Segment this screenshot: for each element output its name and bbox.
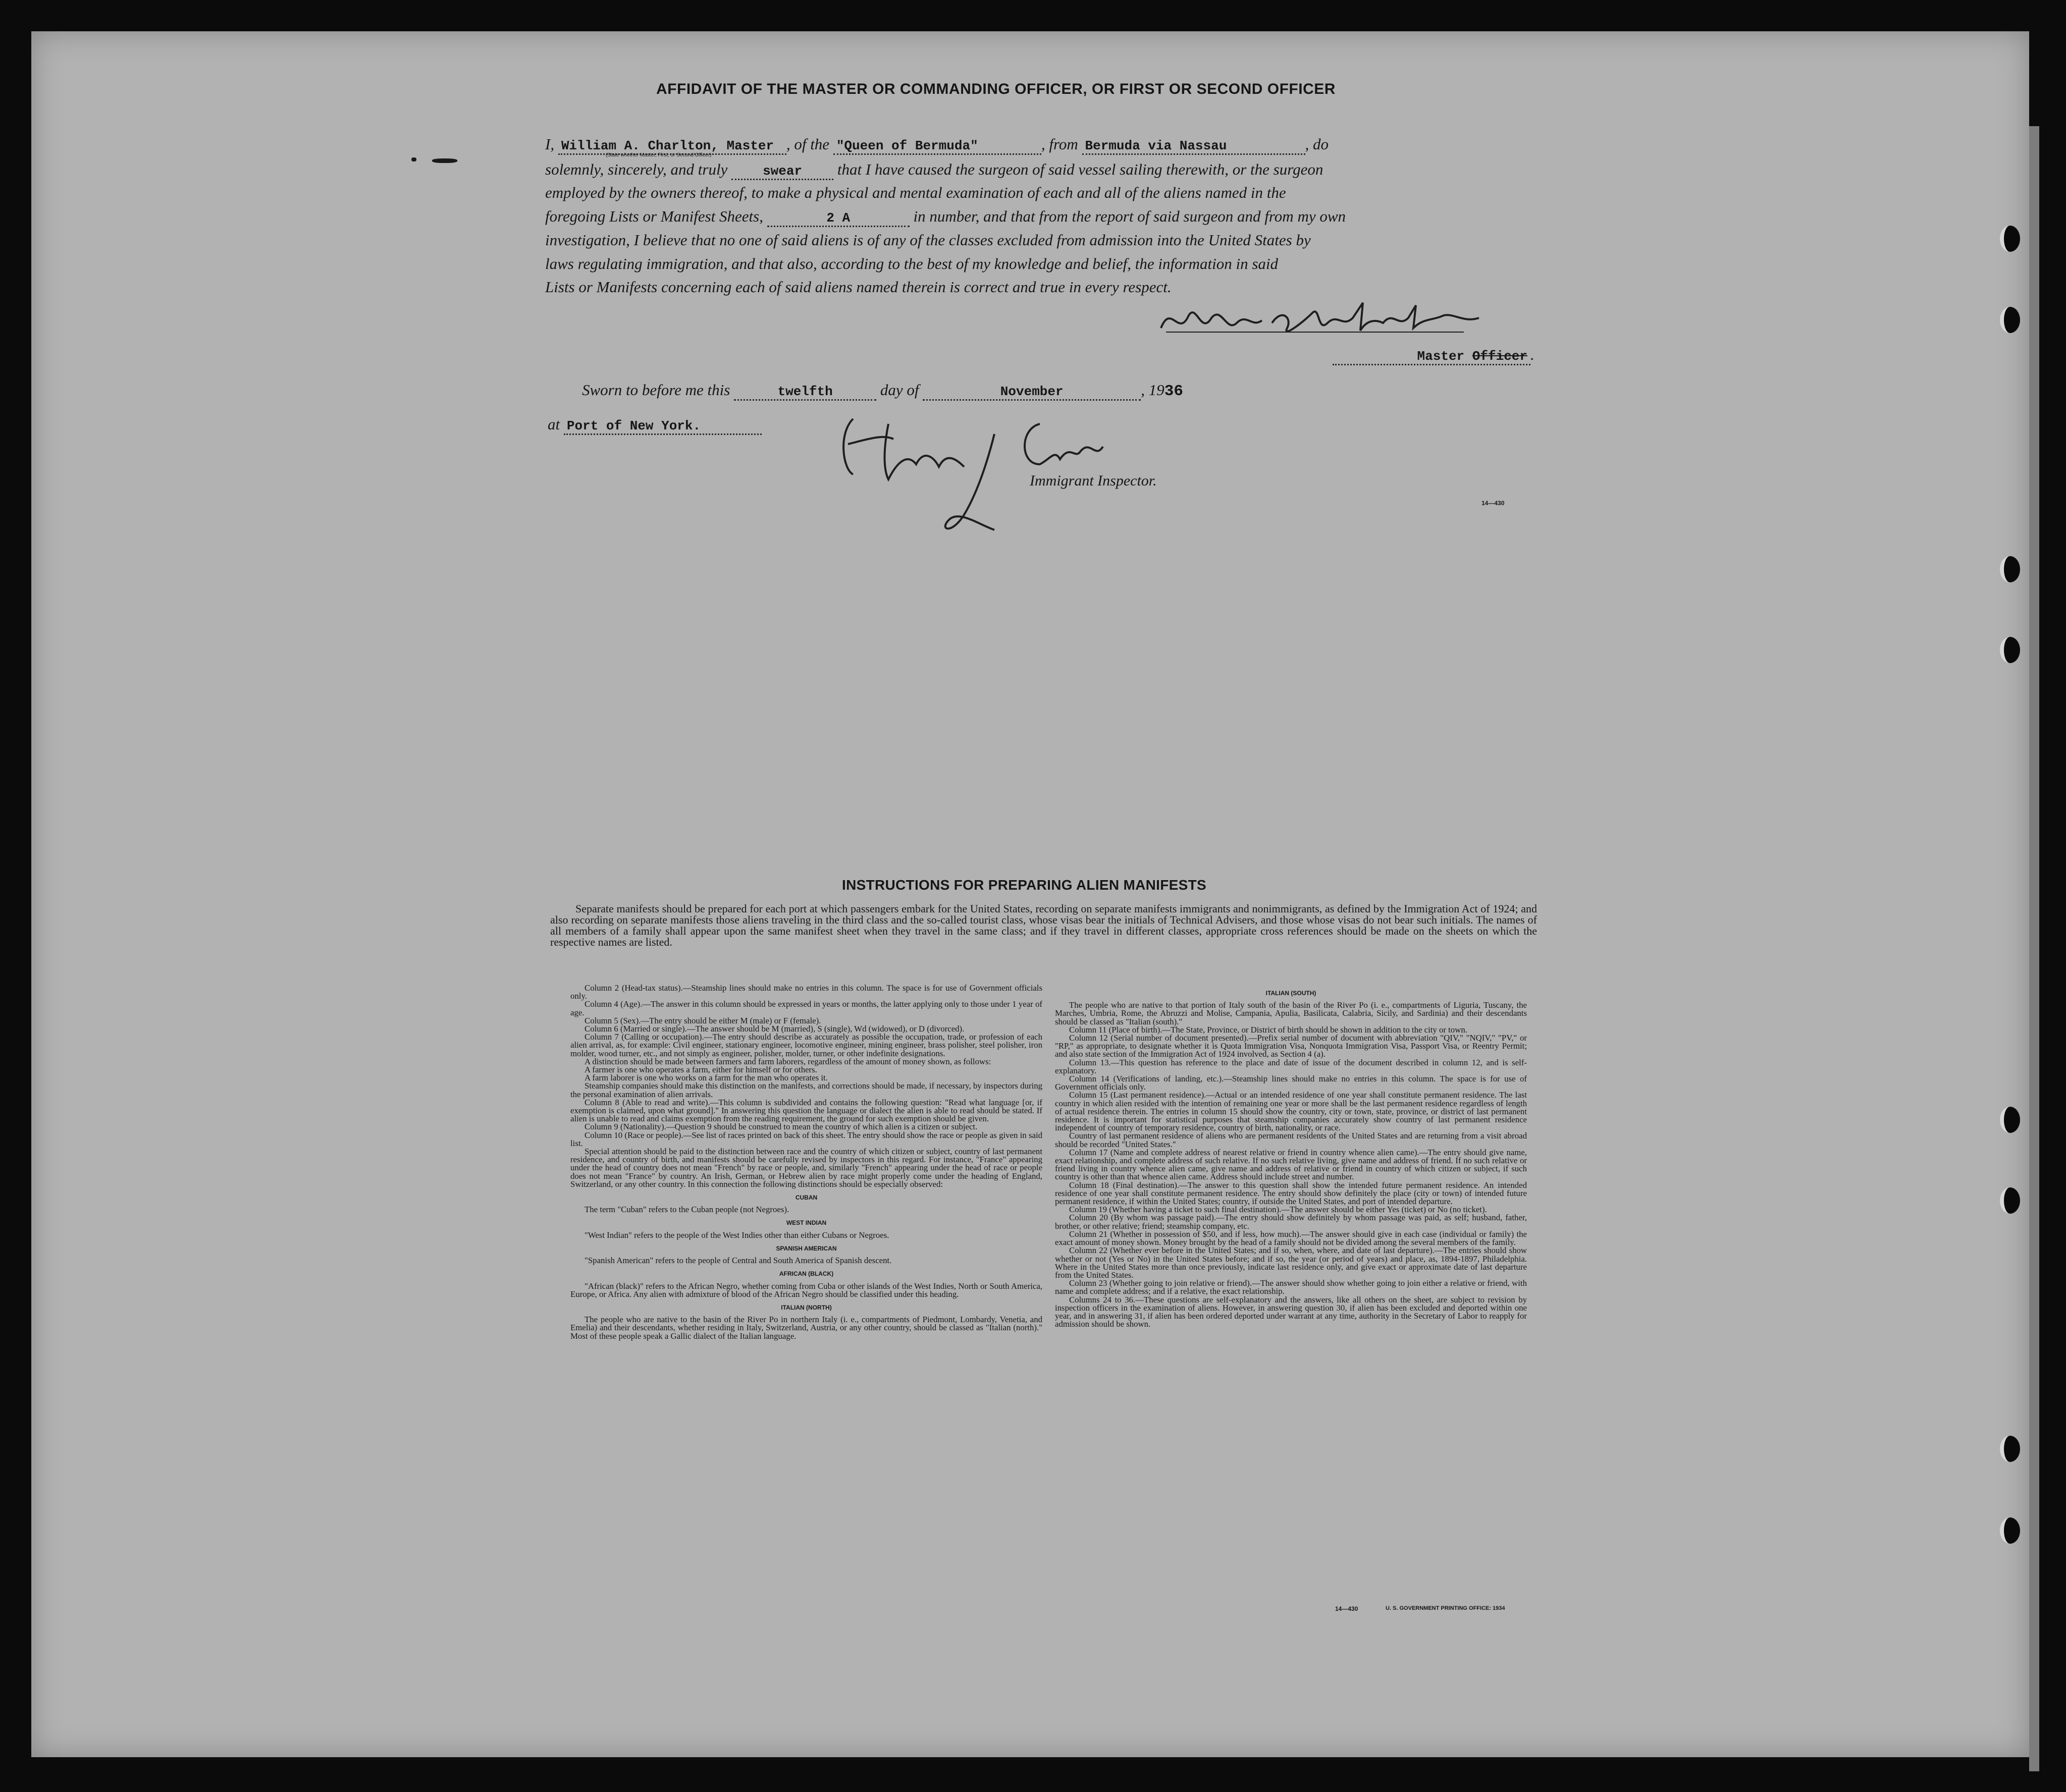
instruction-paragraph: Column 15 (Last permanent residence).—Actual or an intended residence of one year shall constitute permanent residence. The last country in which alien resided with the intention of remaining one year or more shall be the last permanent residence regardless of length of actual residence therein. The entries in column 15 should show the country, city or town, state, province, or district of last permanent residence. It is important for statistical purposes that steamship companies accurately show country of last permanent residence independent of country of temporary residence, country of birth, nationality, or race.	[1055, 1090, 1527, 1133]
instruction-paragraph: Column 11 (Place of birth).—The State, Province, or District of birth should be shown in addition to the city or town.	[1069, 1024, 1467, 1035]
form-number-top: 14—430	[1481, 500, 1505, 507]
printing-office-imprint: U. S. GOVERNMENT PRINTING OFFICE: 1934	[1386, 1605, 1505, 1611]
instruction-paragraph: The term "Cuban" refers to the Cuban people (not Negroes).	[585, 1205, 789, 1215]
instruction-paragraph: "West Indian" refers to the people of the West Indies other than either Cubans or Negroes.	[585, 1230, 889, 1240]
instruction-paragraph: Special attention should be paid to the distinction between race and the country of which citizen or subject, country of last permanent residence, and country of birth, and manifests should be carefully revised by inspectors in this regard. For instance, "France" appearing under the head of country does not mean "French" by race or people, and, similarly "French" appearing under the head of race or people does not mean "France" by country. An Irish, German, or Hebrew alien by race might properly come under the heading of England, Switzerland, or any other country. In this connection the following distinctions should be especially observed:	[570, 1147, 1042, 1189]
affidavit-text: foregoing Lists or Manifest Sheets,	[545, 207, 763, 225]
instruction-paragraph: Column 6 (Married or single).—The answer should be M (married), S (single), Wd (widowed), or D (divorced).	[585, 1024, 965, 1034]
instruction-paragraph: Steamship companies should make this distinction on the manifests, and corrections should be made, if necessary, by inspectors during the personal examination of alien arrivals.	[570, 1081, 1042, 1099]
instruction-paragraph: Column 12 (Serial number of document presented).—Prefix serial number of document with abbreviation "QIV," "NQIV," "PV," or "RP," as appropriate, to designate whether it is Quota Immigration Visa, Nonquota Immigration Visa, Passport Visa, or Reentry Permit; and also state section of the Immigration Act of 1924 involved, as Section 4 (a).	[1055, 1033, 1527, 1059]
section-heading: ITALIAN (SOUTH)	[1265, 990, 1316, 997]
affidavit-text: at	[548, 415, 560, 433]
section-heading: CUBAN	[795, 1194, 818, 1202]
affidavit-title: AFFIDAVIT OF THE MASTER OR COMMANDING OFFICER, OR FIRST OR SECOND OFFICER	[656, 81, 1336, 97]
instruction-paragraph: Country of last permanent residence of aliens who are permanent residents of the United States and are returning from a visit abroad should be recorded "United States."	[1055, 1131, 1527, 1149]
form-number-bottom: 14—430	[1335, 1605, 1358, 1612]
instruction-paragraph: Column 17 (Name and complete address of nearest relative or friend in country whence alien came).—The entry should give name, exact relationship, and complete address of such relative. If no such relative living, give name and address of friend. If no such relative or friend living in country whence alien came, give name and address of relative or friend in country of which citizen or subject, if such country is other than that whence alien came. Address should include street and number.	[1055, 1147, 1527, 1182]
section-heading: SPANISH AMERICAN	[776, 1244, 837, 1252]
vessel-name-field: "Queen of Bermuda"	[833, 138, 1041, 155]
inspector-signature-text: Herbert J Conkey	[848, 446, 1027, 469]
binder-hole	[2000, 1187, 2020, 1214]
affidavit-line-3: employed by the owners thereof, to make a physical and mental examination of each and all of the aliens named in the	[545, 184, 1286, 201]
place-field: Port of New York.	[564, 418, 762, 435]
ink-blot	[411, 157, 416, 161]
affidavit-text: , 19	[1141, 381, 1164, 399]
instruction-paragraph: Column 20 (By whom was passage paid).—The entry should show definitely by whom passage was paid, as self; husband, father, brother, or other relative; friend; steamship company, etc.	[1055, 1213, 1527, 1231]
rank-struck: Officer	[1472, 349, 1527, 364]
section-heading: WEST INDIAN	[786, 1219, 827, 1227]
month-field: November	[923, 384, 1141, 401]
instruction-paragraph: Column 21 (Whether in possession of $50, and if less, how much).—The answer should give in each case (individual or family) the exact amount of money shown. Money brought by the head of a family should not be divided among the several members of the family.	[1055, 1229, 1527, 1247]
binder-hole	[2000, 307, 2020, 333]
instruction-paragraph: "Spanish American" refers to the people of Central and South America of Spanish descent.	[585, 1256, 892, 1266]
inspector-title: Immigrant Inspector.	[1030, 472, 1157, 489]
instruction-paragraph: Column 5 (Sex).—The entry should be either M (male) or F (female).	[585, 1015, 821, 1025]
affidavit-text: , of the	[786, 135, 830, 153]
binder-hole	[2000, 556, 2020, 582]
instructions-intro: Separate manifests should be prepared for each port at which passengers embark for the United States, recording on separate manifests immigrants and nonimmigrants, as defined by the Immigration Act of 1924; and also recording on separate manifests those aliens traveling in the third class and the so-called tourist class, whose visas bear the initials of Technical Advisers, and those whose visas do not bear such initials. The names of all members of a family shall appear upon the same manifest sheet when they travel in the same class; and if they travel in different classes, appropriate cross references should be made on the sheets on which the respective names are listed.	[550, 902, 1537, 948]
officer-note: (State whether Master, First, or Second Officer)	[606, 152, 712, 158]
affidavit-line-4	[545, 207, 1346, 227]
affidavit-text: .	[1530, 346, 1534, 363]
sheet-edge	[2029, 126, 2039, 1771]
instruction-paragraph: Column 14 (Verifications of landing, etc.).—Steamship lines should make no entries in this column. The space is for use of Government officials only.	[1055, 1074, 1527, 1092]
instruction-paragraph: Column 7 (Calling or occupation).—The entry should describe as accurately as possible the occupation, trade, or profession of each alien arrival, as, for example: Civil engineer, stationary engineer, locomotive engineer, mining engineer, brass polisher, steel polisher, iron molder, wood turner, etc., and not simply as engineer, polisher, molder, turner, or other indefinite designations.	[570, 1032, 1042, 1058]
section-heading: AFRICAN (BLACK)	[779, 1270, 834, 1278]
year-field: 36	[1164, 383, 1183, 400]
instruction-paragraph: Column 10 (Race or people).—See list of races printed on back of this sheet. The entry should show the race or people as given in said list.	[570, 1130, 1042, 1148]
instructions-left-column	[570, 984, 1042, 1340]
affidavit-text: , from	[1041, 135, 1078, 153]
affidavit-line-2	[545, 160, 1323, 180]
instruction-paragraph: The people who are native to that portion of Italy south of the basin of the River Po (i. e., compartments of Liguria, Tuscany, the Marches, Umbria, Rome, the Abruzzi and Molise, Campania, Apulia, Basilicata, Calabria, Sicily, and Sardinia) and their descendants should be classed as "Italian (south)."	[1055, 1000, 1527, 1026]
sworn-line	[582, 381, 1183, 401]
binder-hole	[2000, 1517, 2020, 1544]
from-port-field: Bermuda via Nassau	[1082, 138, 1305, 155]
instruction-paragraph: Column 18 (Final destination).—The answer to this question shall show the intended future permanent residence. An intended residence of one year shall constitute permanent residence. The entry should show definitely the place (city or town) of intended future permanent residence, if within the United States; country, if outside the United States, and port of intended departure.	[1055, 1180, 1527, 1207]
affidavit-text: I,	[545, 135, 555, 153]
instructions-right-column	[1055, 984, 1527, 1328]
binder-hole	[2000, 637, 2020, 663]
master-signature	[1151, 293, 1504, 348]
instruction-paragraph: Column 4 (Age).—The answer in this column should be expressed in years or months, the latter applying only to those under 1 year of age.	[570, 999, 1042, 1017]
instruction-paragraph: Columns 24 to 36.—These questions are self-explanatory and the answers, like all others on the sheet, are subject to revision by inspection officers in the examination of aliens. However, in answering question 30, if alien has been excluded and deported within one year, and in answering 31, if alien has been ordered deported under warrant at any time, authority in the Secretary of Labor to reapply for admission should be shown.	[1055, 1294, 1527, 1329]
instruction-paragraph: A distinction should be made between farmers and farm laborers, regardless of the amount of money shown, as follows:	[585, 1056, 991, 1066]
day-field: twelfth	[734, 384, 876, 401]
instruction-paragraph: Column 8 (Able to read and write).—This column is subdivided and contains the following question: "Read what language [or, if exemption is claimed, upon what ground]." In answering this question the language or dialect the alien is able to read should be stated. If alien is unable to read and claims exemption from the reading requirement, the ground for such exemption should be given.	[570, 1097, 1042, 1124]
master-signature-text: Wm A Charlton	[1201, 305, 1359, 328]
instruction-paragraph: Column 19 (Whether having a ticket to such final destination).—The answer should be either Yes (ticket) or No (no ticket).	[1069, 1205, 1487, 1215]
ink-blot	[432, 158, 457, 163]
affidavit-text: Sworn to before me this	[582, 381, 730, 399]
binder-hole	[2000, 1107, 2020, 1133]
rank-value: Master	[1417, 349, 1465, 364]
master-rank-line	[1333, 346, 1534, 365]
instruction-paragraph: A farmer is one who operates a farm, either for himself or for others.	[585, 1065, 817, 1075]
affidavit-text: solemnly, sincerely, and truly	[545, 160, 728, 178]
instruction-paragraph: A farm laborer is one who works on a farm for the man who operates it.	[585, 1073, 828, 1083]
affidavit-line-6: laws regulating immigration, and that also, according to the best of my knowledge and belief, the information in said	[545, 255, 1279, 273]
affidavit-text: , do	[1305, 135, 1329, 153]
instruction-paragraph: "African (black)" refers to the African Negro, whether coming from Cuba or other islands of the West Indies, North or South America, Europe, or Africa. Any alien with admixture of blood of the African Negro should be classified under this heading.	[570, 1281, 1042, 1299]
affidavit-text: in number, and that from the report of said surgeon and from my own	[913, 207, 1346, 225]
sheets-count-field: 2 A	[767, 210, 910, 227]
section-heading: ITALIAN (NORTH)	[781, 1304, 832, 1311]
instruction-paragraph: The people who are native to the basin of the River Po in northern Italy (i. e., compartments of Piedmont, Lombardy, Venetia, and Emelia) and their descendants, whether residing in Italy, Switzerland, Austria, or any other country, should be classed as "Italian (north)." Most of these people speak a Gallic dialect of the Italian language.	[570, 1315, 1042, 1341]
binder-hole	[2000, 226, 2020, 252]
binder-hole	[2000, 1436, 2020, 1462]
instructions-title: INSTRUCTIONS FOR PREPARING ALIEN MANIFESTS	[842, 877, 1206, 893]
affidavit-text: day of	[880, 381, 919, 399]
instruction-paragraph: Column 2 (Head-tax status).—Steamship lines should make no entries in this column. The space is for use of Government officials only.	[570, 983, 1042, 1001]
affidavit-line-7: Lists or Manifests concerning each of said aliens named therein is correct and true in every respect.	[545, 278, 1172, 296]
rank-field	[1333, 349, 1530, 365]
affidavit-text: that I have caused the surgeon of said vessel sailing therewith, or the surgeon	[837, 160, 1323, 178]
instruction-paragraph: Column 13.—This question has reference to the place and date of issue of the document described in column 12, and is self-explanatory.	[1055, 1057, 1527, 1075]
affidavit-line-5: investigation, I believe that no one of said aliens is of any of the classes excluded from admission into the United States by	[545, 231, 1311, 249]
master-name-field: William A. Charlton, Master	[558, 138, 786, 155]
instruction-paragraph: Column 9 (Nationality).—Question 9 should be construed to mean the country of which alien is a citizen or subject.	[585, 1122, 978, 1132]
oath-field: swear	[731, 164, 833, 180]
instruction-paragraph: Column 22 (Whether ever before in the United States; and if so, when, where, and date of last departure).—The entries should show whether or not (Yes or No) in the United States before; and if so, the year (or period of years) and place, as, 1894-1897, Philadelphia. Where in the United States more than once previously, indicate last residence only, and give exact or approximate date of last departure from the United States.	[1055, 1245, 1527, 1280]
place-line	[548, 415, 762, 435]
instruction-paragraph: Column 23 (Whether going to join relative or friend).—The answer should show whether going to join either a relative or friend, with name and complete address; and if a relative, the exact relationship.	[1055, 1278, 1527, 1296]
